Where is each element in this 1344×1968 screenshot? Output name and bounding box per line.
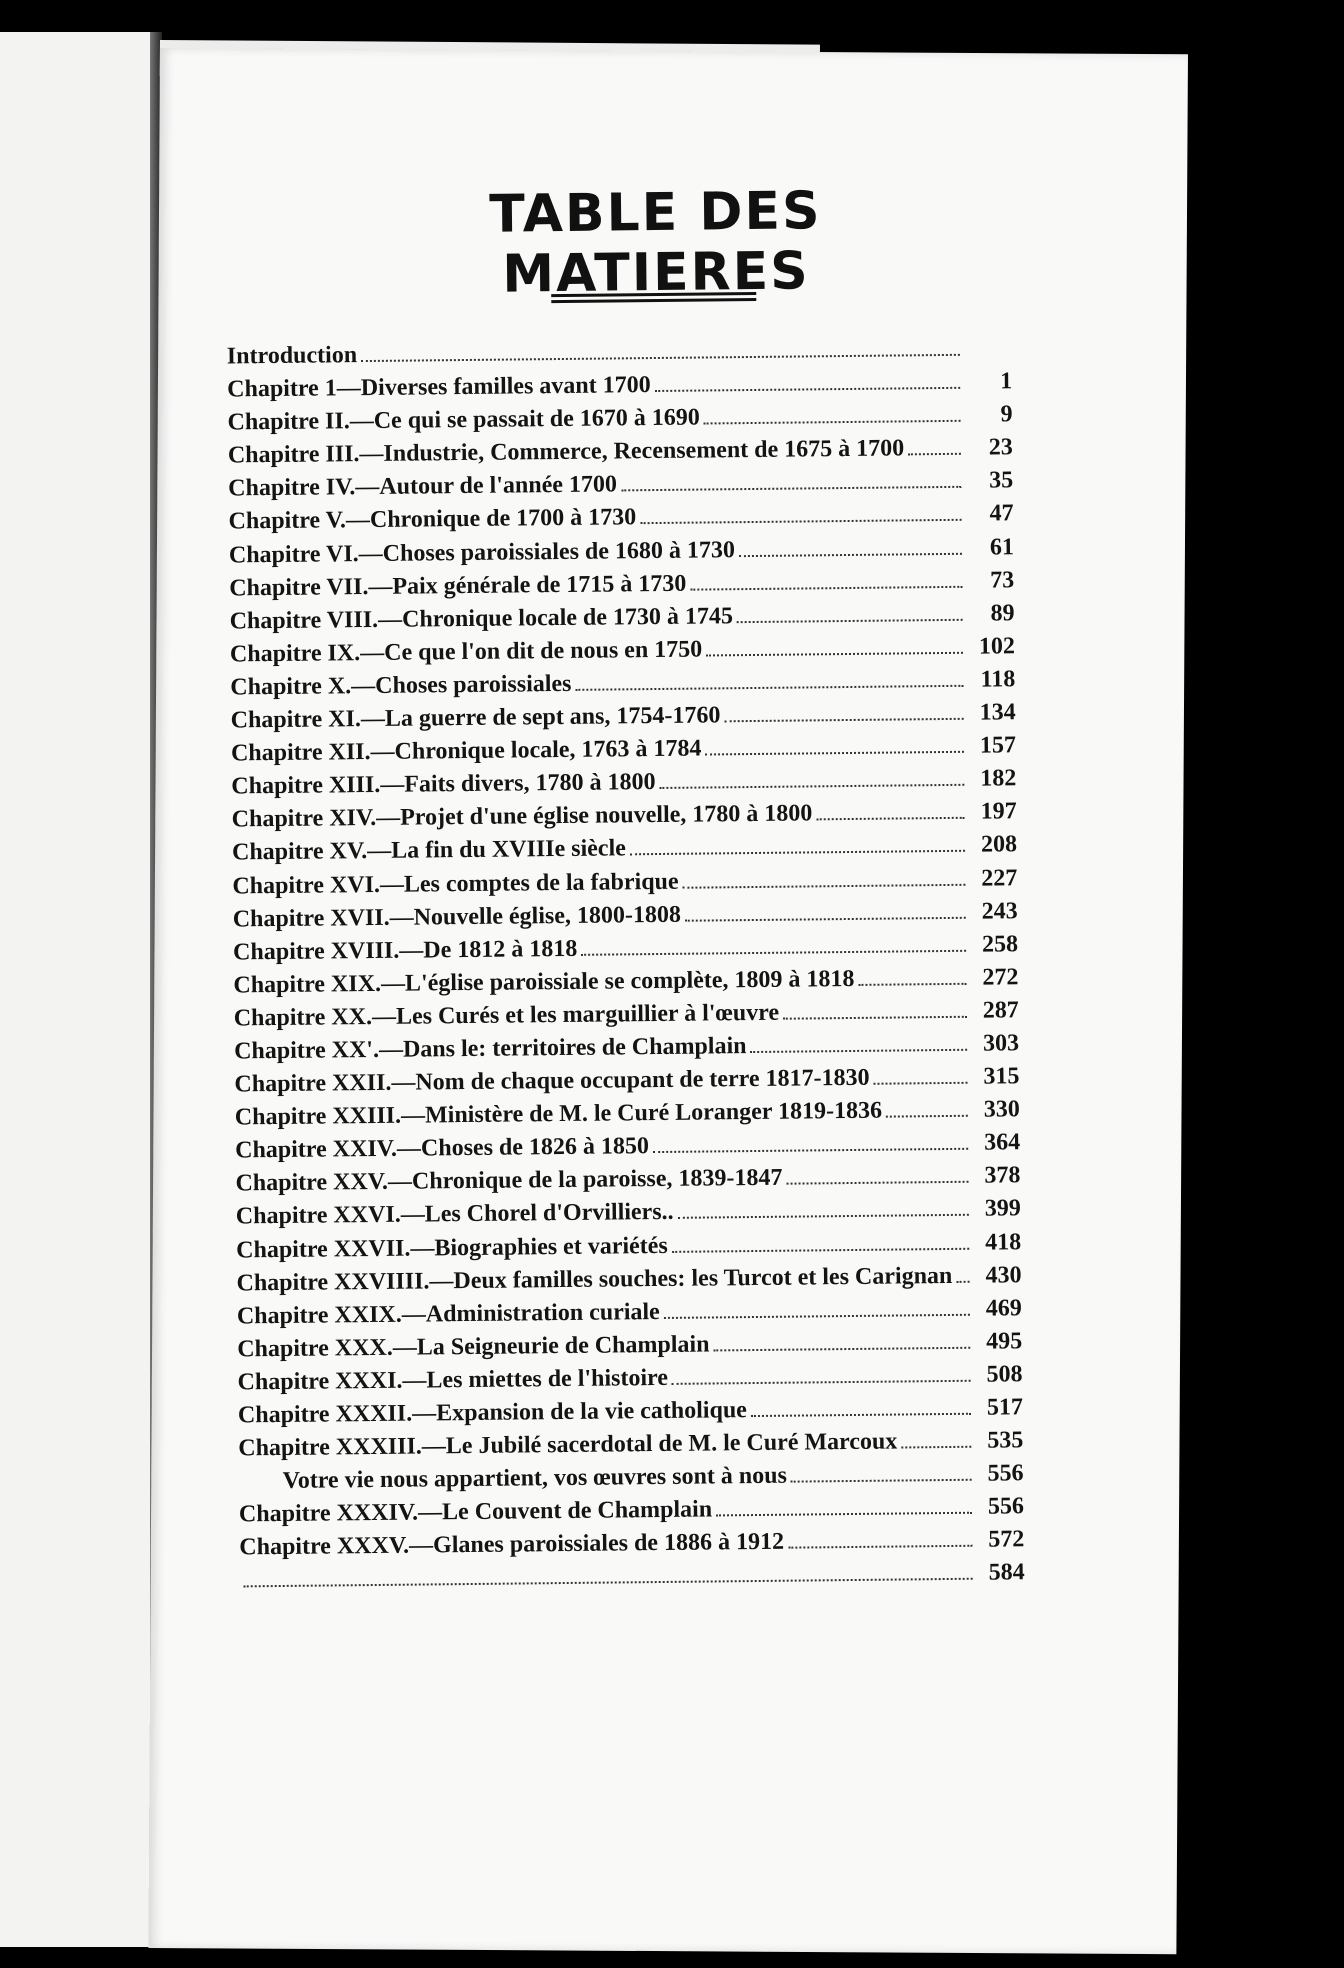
toc-entry-page-number: 430 bbox=[985, 1261, 1022, 1289]
toc-entry-label: Chapitre XXV.—Chronique de la paroisse, 1839-1847 bbox=[235, 1165, 783, 1197]
toc-entry-page-number: 258 bbox=[981, 930, 1019, 958]
toc-entry-label: Votre vie nous appartient, vos œuvres sont à nous bbox=[282, 1462, 788, 1495]
toc-entry-page-number: 61 bbox=[989, 533, 1015, 561]
dot-leader bbox=[683, 883, 966, 888]
dot-leader bbox=[901, 1446, 971, 1449]
toc-entry-label: Chapitre XVI.—Les comptes de la fabrique bbox=[232, 868, 679, 899]
toc-entry-page-number: 364 bbox=[983, 1129, 1021, 1156]
dot-leader bbox=[655, 387, 960, 392]
toc-entry-label: Chapitre XX.—Les Curés et les marguillier à l'œuvre bbox=[233, 999, 780, 1032]
toc-entry-page-number bbox=[964, 355, 1012, 356]
toc-entry-label: Chapitre XXIX.—Administration curiale bbox=[236, 1298, 660, 1330]
dot-leader bbox=[751, 1049, 968, 1053]
dot-leader bbox=[956, 1280, 969, 1282]
dot-leader bbox=[788, 1545, 972, 1549]
dot-leader bbox=[791, 1479, 972, 1483]
toc-entry-page-number: 118 bbox=[980, 666, 1016, 693]
toc-entry-label: Chapitre IV.—Autour de l'année 1700 bbox=[228, 471, 618, 502]
dot-leader bbox=[690, 585, 962, 590]
toc-entry-page-number: 102 bbox=[978, 633, 1016, 660]
toc-entry-label: Chapitre XVIII.—De 1812 à 1818 bbox=[232, 935, 578, 966]
toc-entry-label: Chapitre XXVI.—Les Chorel d'Orvilliers.. bbox=[235, 1199, 674, 1230]
dot-leader bbox=[653, 1148, 968, 1153]
dot-leader bbox=[737, 619, 963, 623]
dot-leader bbox=[739, 552, 962, 556]
dot-leader bbox=[685, 916, 966, 921]
dot-leader bbox=[886, 1115, 968, 1118]
dot-leader bbox=[660, 784, 965, 789]
dot-leader bbox=[706, 751, 965, 756]
toc-entry-page-number: 303 bbox=[982, 1030, 1020, 1057]
toc-entry-label: Chapitre XXXIV.—Le Couvent de Champlain bbox=[238, 1496, 713, 1528]
toc-entry-label: Chapitre XIV.—Projet d'une église nouvelle, 1780 à 1800 bbox=[231, 800, 813, 833]
toc-entry-page-number: 243 bbox=[981, 897, 1018, 925]
toc-entry-label: Chapitre XXXIII.—Le Jubilé sacerdotal de M. le Curé Marcoux bbox=[238, 1428, 898, 1462]
toc-entry-page-number: 272 bbox=[982, 964, 1019, 991]
toc-entry-label: Chapitre XXXI.—Les miettes de l'histoire bbox=[237, 1364, 669, 1396]
toc-entry-label: Chapitre XX'.—Dans le: territoires de Champlain bbox=[233, 1033, 747, 1065]
toc-entry-page-number: 418 bbox=[985, 1228, 1022, 1256]
dot-leader bbox=[724, 718, 963, 723]
dot-leader bbox=[361, 354, 960, 362]
dot-leader bbox=[621, 486, 961, 492]
toc-entry-page-number: 330 bbox=[983, 1096, 1020, 1123]
toc-entry-label: Chapitre V.—Chronique de 1700 à 1730 bbox=[228, 504, 637, 535]
toc-entry-page-number: 1 bbox=[1000, 368, 1013, 395]
dot-leader bbox=[908, 453, 961, 456]
dot-leader bbox=[874, 1082, 968, 1085]
dot-leader bbox=[576, 685, 964, 691]
toc-entry-label: Chapitre XXIII.—Ministère de M. le Curé Loranger 1819-1836 bbox=[234, 1097, 883, 1131]
toc-entry-page-number: 378 bbox=[984, 1162, 1021, 1189]
toc-entry-label: Chapitre XXIV.—Choses de 1826 à 1850 bbox=[235, 1133, 650, 1164]
toc-entry-label: Chapitre XV.—La fin du XVIIIe siècle bbox=[231, 835, 626, 866]
dot-leader bbox=[581, 949, 966, 955]
dot-leader bbox=[630, 850, 965, 856]
toc-entry-page-number: 287 bbox=[982, 997, 1019, 1024]
toc-entry-label: Introduction bbox=[226, 342, 358, 370]
toc-entry-page-number: 227 bbox=[981, 864, 1018, 892]
toc-entry-label: Chapitre VIII.—Chronique locale de 1730 à 1745 bbox=[229, 602, 734, 635]
toc-entry-page-number: 315 bbox=[983, 1063, 1020, 1090]
page-content bbox=[154, 47, 1202, 1958]
toc-entry-page-number: 208 bbox=[980, 831, 1018, 859]
toc-entry-page-number: 399 bbox=[984, 1195, 1021, 1223]
left-page-edge bbox=[0, 32, 150, 1947]
toc-entry-label: Chapitre XIII.—Faits divers, 1780 à 1800 bbox=[231, 769, 656, 800]
dot-leader bbox=[704, 420, 961, 425]
toc-entry-page-number: 157 bbox=[979, 732, 1017, 759]
dot-leader bbox=[786, 1181, 968, 1185]
toc-entry-page-number: 73 bbox=[990, 566, 1015, 594]
dot-leader bbox=[716, 1512, 972, 1517]
toc-entry-page-number: 469 bbox=[985, 1294, 1022, 1322]
dot-leader bbox=[640, 519, 961, 524]
toc-entry-page-number: 584 bbox=[988, 1559, 1025, 1587]
dot-leader bbox=[678, 1214, 969, 1219]
toc-entry-label: Chapitre XXVIIII.—Deux familles souches: les Turcot et les Carignan bbox=[236, 1262, 953, 1297]
toc-entry-page-number: 35 bbox=[989, 467, 1014, 494]
toc-entry bbox=[240, 1560, 1025, 1601]
toc-entry-page-number: 134 bbox=[979, 699, 1016, 726]
toc-entry-label: Chapitre 1—Diverses familles avant 1700 bbox=[227, 372, 651, 403]
toc-entry-page-number: 47 bbox=[989, 500, 1014, 527]
dot-leader bbox=[816, 817, 964, 821]
toc-entry-page-number: 23 bbox=[988, 434, 1013, 461]
toc-entry-label: Chapitre XVII.—Nouvelle église, 1800-1808 bbox=[232, 901, 682, 933]
toc-entry-label: Chapitre II.—Ce qui se passait de 1670 à 1690 bbox=[227, 404, 700, 436]
toc-entry-page-number: 556 bbox=[987, 1460, 1024, 1487]
dot-leader bbox=[714, 1347, 971, 1352]
toc-entry-page-number: 556 bbox=[987, 1493, 1025, 1520]
toc-entry-page-number: 197 bbox=[980, 798, 1017, 825]
toc-entry-page-number: 182 bbox=[980, 765, 1017, 792]
toc-entry-page-number: 517 bbox=[986, 1394, 1024, 1421]
page-title: TABLE DES MATIERES bbox=[488, 181, 822, 305]
toc-entry-label: Chapitre XXVII.—Biographies et variétés bbox=[236, 1232, 668, 1263]
toc-entry-page-number: 508 bbox=[986, 1361, 1023, 1388]
toc-entry-label: Chapitre XII.—Chronique locale, 1763 à 1784 bbox=[230, 735, 702, 767]
toc-entry-label: Chapitre XXII.—Nom de chaque occupant de terre 1817-1830 bbox=[234, 1064, 870, 1098]
toc-entry-label: Chapitre XXX.—La Seigneurie de Champlain bbox=[237, 1331, 710, 1363]
toc-entry-page-number: 535 bbox=[987, 1427, 1024, 1454]
toc-entry-page-number: 9 bbox=[1000, 401, 1013, 428]
toc-entry-page-number: 89 bbox=[990, 600, 1015, 627]
toc-entry-label: Chapitre XXXII.—Expansion de la vie catholique bbox=[237, 1397, 748, 1429]
dot-leader bbox=[672, 1247, 969, 1252]
dot-leader bbox=[751, 1413, 971, 1417]
toc-entry-label: Chapitre VII.—Paix générale de 1715 à 1730 bbox=[229, 570, 687, 602]
toc-entry-page-number: 572 bbox=[988, 1526, 1025, 1553]
dot-leader bbox=[706, 652, 963, 657]
table-of-contents bbox=[227, 335, 1025, 1601]
dot-leader bbox=[244, 1578, 973, 1588]
dot-leader bbox=[664, 1313, 970, 1318]
dot-leader bbox=[783, 1016, 967, 1020]
toc-entry-label: Chapitre IX.—Ce que l'on dit de nous en 1750 bbox=[229, 636, 703, 668]
toc-entry-label: Chapitre XIX.—L'église paroissiale se complète, 1809 à 1818 bbox=[233, 965, 855, 999]
toc-entry-label: Chapitre VI.—Choses paroissiales de 1680 à 1730 bbox=[228, 536, 736, 569]
toc-entry-label: Chapitre XXXV.—Glanes paroissiales de 1886 à 1912 bbox=[239, 1529, 785, 1561]
toc-entry-label: Chapitre X.—Choses paroissiales bbox=[230, 670, 572, 701]
toc-entry-label: Chapitre XI.—La guerre de sept ans, 1754-1760 bbox=[230, 702, 721, 734]
document-page bbox=[148, 48, 1188, 1954]
toc-entry-page-number: 495 bbox=[986, 1328, 1023, 1355]
dot-leader bbox=[859, 983, 967, 986]
toc-entry-label: Chapitre III.—Industrie, Commerce, Recensement de 1675 à 1700 bbox=[227, 435, 905, 469]
dot-leader bbox=[672, 1380, 971, 1385]
